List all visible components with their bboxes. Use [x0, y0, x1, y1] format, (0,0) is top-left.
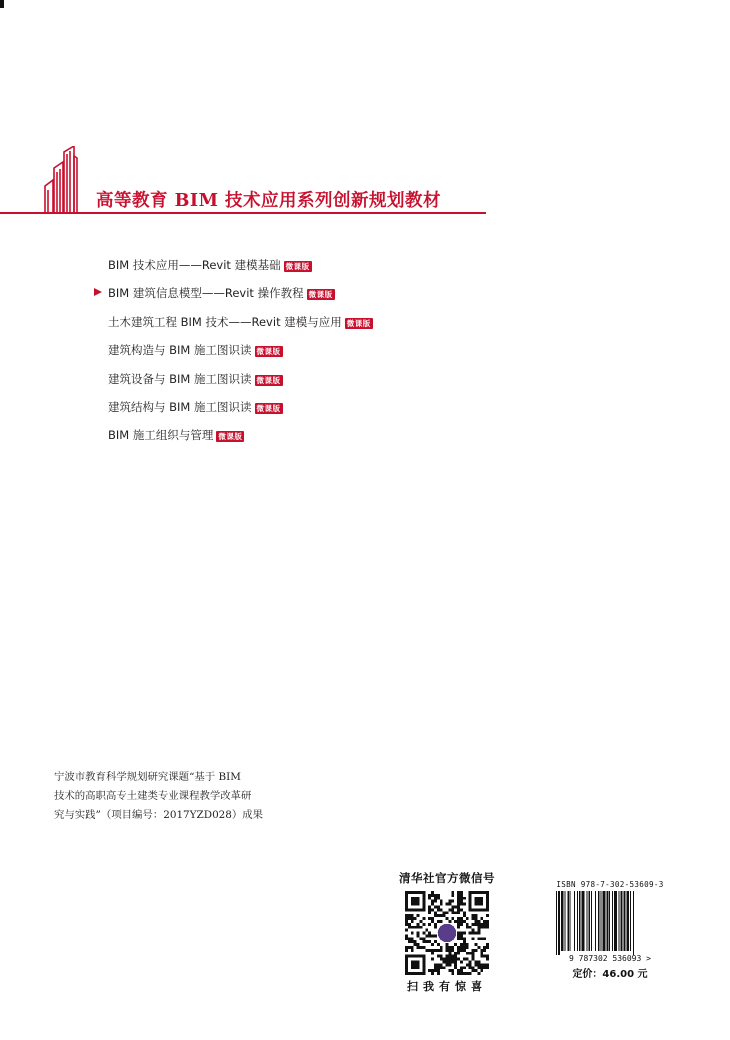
qr-title: 清华社官方微信号	[399, 871, 495, 885]
publisher-logo-icon	[438, 924, 457, 943]
list-item	[108, 371, 373, 399]
project-note-line: 技术的高职高专土建类专业课程教学改革研	[54, 790, 252, 802]
book-title: BIM 技术应用——Revit 建模基础	[108, 258, 281, 272]
qr-caption: 扫我有惊喜	[407, 980, 487, 993]
building-skyline-icon	[44, 146, 78, 214]
project-note	[54, 768, 284, 825]
series-divider	[0, 212, 486, 214]
book-title: 土木建筑工程 BIM 技术——Revit 建模与应用	[108, 314, 342, 329]
micro-course-badge: 微课版	[218, 432, 243, 442]
crop-mark	[0, 0, 4, 8]
list-item	[108, 257, 373, 285]
isbn-barcode-block	[546, 880, 674, 980]
micro-course-badge: 微课版	[308, 290, 333, 300]
isbn-label: ISBN 978-7-302-53609-3	[556, 880, 664, 889]
micro-course-badge: 微课版	[256, 375, 281, 385]
list-item	[108, 314, 373, 342]
price-label: 定价：46.00 元	[572, 969, 648, 980]
micro-course-badge: 微课版	[285, 262, 310, 271]
micro-course-badge: 微课版	[256, 347, 281, 357]
book-series-list	[108, 257, 373, 456]
book-title: 建筑设备与 BIM 施工图识读	[108, 371, 252, 386]
barcode-icon	[552, 891, 668, 963]
wechat-qr-block	[394, 870, 500, 994]
project-note-line: 宁波市教育科学规划研究课题“基于 BIM	[54, 771, 241, 783]
book-title: BIM 建筑信息模型——Revit 操作教程	[108, 286, 304, 301]
book-title: 建筑构造与 BIM 施工图识读	[108, 343, 252, 358]
list-item	[108, 342, 373, 370]
barcode-digits: 9 787302 536093 >	[569, 954, 651, 963]
barcode-bars	[556, 891, 634, 955]
list-item	[108, 427, 373, 455]
micro-course-badge: 微课版	[256, 403, 281, 413]
list-item	[108, 399, 373, 427]
list-item-current	[108, 285, 373, 313]
micro-course-badge: 微课版	[346, 318, 371, 328]
book-title: 建筑结构与 BIM 施工图识读	[108, 399, 252, 414]
qr-code-icon[interactable]	[405, 891, 489, 975]
series-title: 高等教育 BIM 技术应用系列创新规划教材	[96, 191, 442, 211]
triangle-right-icon	[94, 288, 102, 296]
project-note-line: 究与实践”（项目编号：2017YZD028）成果	[54, 809, 264, 821]
book-title: BIM 施工组织与管理	[108, 428, 214, 443]
